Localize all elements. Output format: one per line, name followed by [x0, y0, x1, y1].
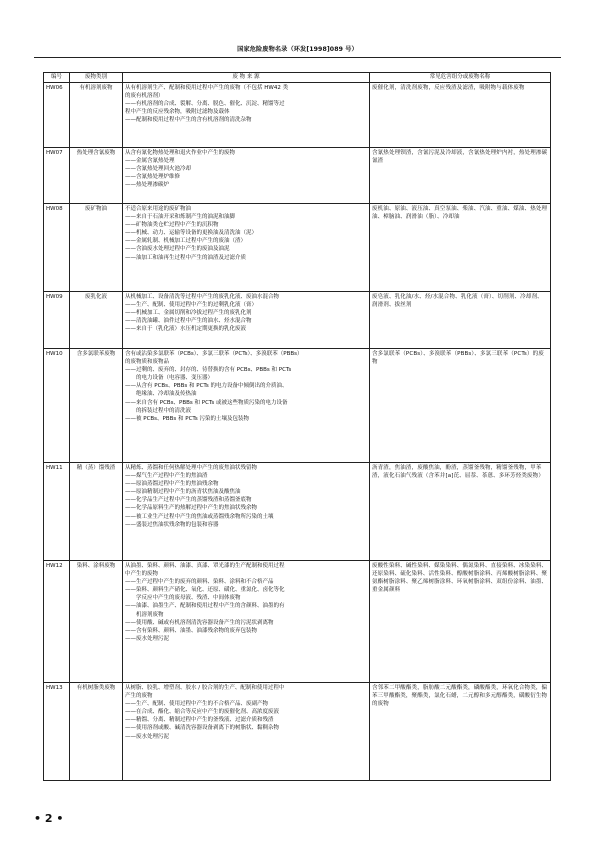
waste-source	[123, 463, 370, 561]
header-rule	[34, 57, 561, 58]
waste-source	[123, 83, 370, 148]
source-line: ——在合成、酯化、缩合等反应中产生的废催化剂、高浓度废液	[125, 709, 280, 716]
source-line: ——精馏、分离、精制过程中产生的釜残液、过滤介质和残渣	[125, 717, 274, 724]
source-line: 从机械加工、设备清洗等过程中产生的废乳化液、废油水混合物	[125, 294, 280, 300]
source-line: ——生产、配制、使用过程中产生的过剩乳化液（膏）	[125, 302, 258, 309]
table-header-row	[44, 73, 551, 83]
waste-category: 染料、涂料废物	[70, 561, 123, 683]
page-header: 国家危险废物名录（环发[1998]089 号）	[237, 46, 358, 53]
source-line: ——从含有 PCBs、PBBs 和 PCTs 的电力设备中倾倒出的介质油、	[125, 383, 288, 390]
table-row	[44, 561, 551, 683]
source-line: 程中产生的反应残余物，吸附过滤物及载体	[125, 109, 230, 116]
components-text: 废酸性染料、碱性染料、媒染染料、偶氮染料、直接染料、冰染染料、还原染料、硫化染料、活性染料、醇酸树脂涂料、丙烯酸树脂涂料、聚氨酯树脂涂料、聚乙烯树脂涂料、环氧树脂涂料、双组份涂料、油墨、重金属颜料	[372, 563, 548, 594]
source-line: ——油漆、油墨生产、配制和使用过程中产生的含颜料、油墨的有	[125, 603, 285, 610]
components-text: 废机油、原油、液压油、真空泵油、柴油、汽油、重油、煤油、热处理油、樟脑油、润滑油（脂）、冷却油	[372, 206, 548, 221]
source-line: 学反应中产生的废母液、残渣、中间体废物	[125, 595, 241, 602]
hazardous-components	[370, 148, 551, 204]
waste-source	[123, 204, 370, 292]
source-line: ——清洗油罐、油件过程中产生的油水、烃水混合物	[125, 318, 252, 325]
source-line: ——有机溶剂的合成、裂解、分离、脱色、催化、沉淀、精馏等过	[125, 101, 285, 108]
waste-code: HW06	[44, 83, 70, 148]
source-line: ——被工业生产过程中产生的焦油或蒸馏残余物所污染的土壤	[125, 513, 274, 520]
source-line: ——化学品生产过程中产生的蒸馏残渣和蒸馏釜底物	[125, 497, 252, 504]
source-line: 的废物质和废物品	[125, 359, 170, 366]
source-line: ——金属含氰热处理	[125, 158, 175, 165]
waste-code: HW07	[44, 148, 70, 204]
waste-category: 热处理含氰废物	[70, 148, 123, 204]
components-text: 含多氯联苯（PCBs）、多溴联苯（PBBs）、多氯三联苯（PCTs）的废物	[372, 351, 544, 366]
table-row	[44, 292, 551, 349]
hazardous-components	[370, 204, 551, 292]
source-line: 绝缘油、冷却油及传热油	[125, 391, 197, 398]
source-line: ——盛装过焦油状残余物的包装和容器	[125, 521, 219, 528]
source-line: ——配制和使用过程中产生的含有机溶剂的清洗杂物	[125, 117, 252, 124]
source-line: ——来自于（乳化液）水压机定期更换的乳化废液	[125, 326, 247, 333]
hazardous-components	[370, 463, 551, 561]
table-body	[44, 83, 551, 781]
waste-category: 含多氯联苯废物	[70, 349, 123, 463]
table-row	[44, 463, 551, 561]
source-line: ——化学品原料生产的热解过程中产生的焦油状残余物	[125, 505, 258, 512]
table-row	[44, 83, 551, 148]
waste-source	[123, 683, 370, 781]
source-line: ——原油蒸馏过程中产生的焦油残余物	[125, 481, 219, 488]
hazardous-components	[370, 83, 551, 148]
source-line: ——原油精制过程中产生的沥青状焦油及酸焦油	[125, 489, 241, 496]
waste-code: HW08	[44, 204, 70, 292]
source-line: 从有机溶剂生产、配制和使用过程中产生的废物（不包括 HW42 类	[125, 85, 289, 91]
waste-source	[123, 148, 370, 204]
source-line: 的拆装过程中的清洗液	[125, 407, 192, 414]
components-text: 废皂液、乳化油/水、烃/水混合物、乳化液（膏）、切削剂、冷却剂、润滑剂、拔丝剂	[372, 294, 543, 309]
hazardous-components	[370, 349, 551, 463]
source-line: 从油墨、染料、颜料、油漆、真漆、罩光漆的生产配制和使用过程	[125, 563, 285, 569]
waste-code: HW10	[44, 349, 70, 463]
source-line: ——矿物油类仓贮过程中产生的沉积物	[125, 222, 219, 229]
source-line: ——来自于石油开采和炼制产生的油泥和油脚	[125, 214, 236, 221]
source-line: ——热处理渗碳炉	[125, 182, 170, 189]
hazardous-components	[370, 561, 551, 683]
source-line: 的废有机溶剂）	[125, 93, 164, 100]
source-line: ——生产、配制、使用过程中产生的不合格产品、废副产物	[125, 701, 269, 708]
components-text: 废催化剂，清洗剂废物，反应残渣及滤渣，吸附物与载体废物	[372, 85, 525, 91]
source-line: ——染料、颜料生产硝化、氧化、还原、磺化、重氮化、卤化等化	[125, 587, 285, 594]
source-line: ——含油废水处理过程中产生的废油及油泥	[125, 246, 230, 253]
source-line: 的电力设备（电容器、变压器）	[125, 375, 214, 382]
source-line: ——生产过程中产生的废弃的颜料、染料、涂料和不合格产品	[125, 579, 274, 586]
table-row	[44, 148, 551, 204]
source-line: 从精炼、蒸馏和任何热解处理中产生的废焦油状残留物	[125, 465, 258, 471]
waste-code: HW13	[44, 683, 70, 781]
source-line: 从树脂、胶乳、增塑剂、胶水 / 胶合剂的生产、配制和使用过程中	[125, 685, 285, 691]
waste-code: HW12	[44, 561, 70, 683]
waste-category: 有机树脂类废物	[70, 683, 123, 781]
waste-category: 精（蒸）馏残渣	[70, 463, 123, 561]
table-row	[44, 683, 551, 781]
waste-source	[123, 349, 370, 463]
source-line: ——使用酸、碱或有机溶剂清洗容器设备产生的污泥状剥离物	[125, 619, 274, 626]
hazardous-waste-table	[43, 72, 551, 781]
source-line: 含有或沾染多氯联苯（PCBs）、多氯三联苯（PCTs）、多溴联苯（PBBs）	[125, 351, 303, 357]
waste-category: 废乳化液	[70, 292, 123, 349]
source-line: ——含氰热处理炉维修	[125, 174, 181, 181]
waste-code: HW09	[44, 292, 70, 349]
source-line: ——含有染料、颜料、油墨、油漆残余物的废弃包装物	[125, 627, 258, 634]
source-line: ——被 PCBs、PBBs 和 PCTs 污染的土壤及包装物	[125, 415, 249, 422]
table-row	[44, 204, 551, 292]
source-line: 从含有氰化物热处理和退火作业中产生的废物	[125, 150, 236, 156]
header-category: 废物类别	[70, 73, 123, 83]
source-line: ——机械加工、金属切削和冷拔过程产生的废乳化剂	[125, 310, 252, 317]
source-line: ——废水处理污泥	[125, 733, 170, 740]
hazardous-components	[370, 683, 551, 781]
header-code: 编号	[44, 73, 70, 83]
source-line: ——废水处理污泥	[125, 635, 170, 642]
source-line: ——含氰热处理回火池冷却	[125, 166, 192, 173]
source-line: ——油加工和油再生过程中产生的油渣及过滤介质	[125, 254, 247, 261]
components-text: 含邻苯二甲酸酯类，脂肪酸二元酸酯类，磷酸酯类，环氧化合物类，偏苯三甲酸酯类，聚酯类，氯化石蜡，二元醇和多元醇酯类，磺酸衍生物的废物	[372, 685, 548, 708]
waste-category: 废矿物油	[70, 204, 123, 292]
source-line: 机溶剂废物	[125, 611, 164, 618]
source-line: 不适合原来用途的废矿物油	[125, 206, 192, 212]
waste-source	[123, 292, 370, 349]
header-source: 废 物 来 源	[123, 73, 370, 83]
source-line: ——来自含有 PCBs、PBBs 和 PCTs 或被这些物质污染的电力设备	[125, 399, 288, 406]
waste-source	[123, 561, 370, 683]
source-line: ——使用溶剂或酸、碱清洗容器设备剥离下的树脂状、黏稠杂物	[125, 725, 280, 732]
components-text: 沥青渣，焦油渣，废酸焦油，酚渣，蒸馏釜残物，精馏釜残物，甲苯渣，液化石油气残液（含苯并[a]芘、屈萘、茶蒽、多环芳烃类废物）	[372, 465, 544, 480]
source-line: ——机械、动力、运输等设备的更换油及清洗油（泥）	[125, 230, 258, 237]
source-line: ——煤气生产过程中产生的焦油渣	[125, 473, 208, 480]
source-line: ——金属轧制、机械加工过程中产生的废油（渣）	[125, 238, 247, 245]
source-line: 中产生的废物	[125, 571, 159, 578]
page-number: • 2 •	[34, 812, 64, 825]
table-row	[44, 349, 551, 463]
waste-category: 有机溶剂废物	[70, 83, 123, 148]
header-components: 常见危害组分或废物名称	[370, 73, 551, 83]
source-line: 产生的废物	[125, 693, 153, 700]
hazardous-components	[370, 292, 551, 349]
components-text: 含氰热处理钡渣，含氰污泥及冷却液，含氰热处理炉内衬，热处理渗碳氰渣	[372, 150, 548, 165]
waste-code: HW11	[44, 463, 70, 561]
source-line: ——过剩的、废弃的、封存的、待替换的含有 PCBs、PBBs 和 PCTs	[125, 367, 292, 374]
